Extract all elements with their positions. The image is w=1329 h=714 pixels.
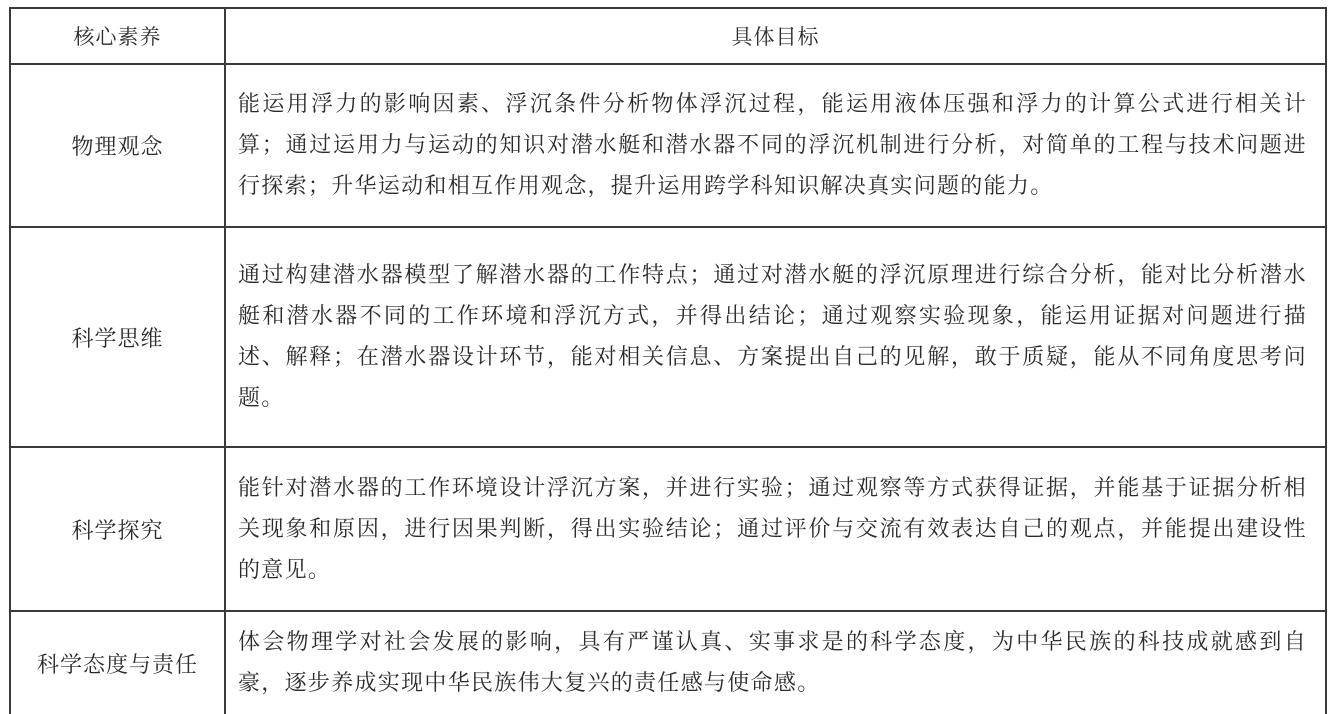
core-literacy-goals-table bbox=[9, 7, 1327, 714]
header-specific-goals: 具体目标 bbox=[225, 8, 1326, 64]
row-category-scientific-thinking: 科学思维 bbox=[10, 227, 225, 447]
table-row bbox=[10, 227, 1326, 447]
row-goal-scientific-thinking: 通过构建潜水器模型了解潜水器的工作特点；通过对潜水艇的浮沉原理进行综合分析，能对比分析潜水艇和潜水器不同的工作环境和浮沉方式，并得出结论；通过观察实验现象，能运用证据对问题进行描述、解释；在潜水器设计环节，能对相关信息、方案提出自己的见解，敢于质疑，能从不同角度思考问题。 bbox=[225, 227, 1326, 447]
row-goal-physics-concepts: 能运用浮力的影响因素、浮沉条件分析物体浮沉过程，能运用液体压强和浮力的计算公式进行相关计算；通过运用力与运动的知识对潜水艇和潜水器不同的浮沉机制进行分析，对简单的工程与技术问题进行探索；升华运动和相互作用观念，提升运用跨学科知识解决真实问题的能力。 bbox=[225, 64, 1326, 227]
row-goal-attitude-responsibility: 体会物理学对社会发展的影响，具有严谨认真、实事求是的科学态度，为中华民族的科技成就感到自豪，逐步养成实现中华民族伟大复兴的责任感与使命感。 bbox=[225, 611, 1326, 714]
table-row bbox=[10, 64, 1326, 227]
row-goal-scientific-inquiry: 能针对潜水器的工作环境设计浮沉方案，并进行实验；通过观察等方式获得证据，并能基于证据分析相关现象和原因，进行因果判断，得出实验结论；通过评价与交流有效表达自己的观点，并能提出建设性的意见。 bbox=[225, 447, 1326, 611]
header-core-literacy: 核心素养 bbox=[10, 8, 225, 64]
row-category-scientific-inquiry: 科学探究 bbox=[10, 447, 225, 611]
table-row bbox=[10, 447, 1326, 611]
row-category-attitude-responsibility: 科学态度与责任 bbox=[10, 611, 225, 714]
table-header-row bbox=[10, 8, 1326, 64]
row-category-physics-concepts: 物理观念 bbox=[10, 64, 225, 227]
table-row bbox=[10, 611, 1326, 714]
